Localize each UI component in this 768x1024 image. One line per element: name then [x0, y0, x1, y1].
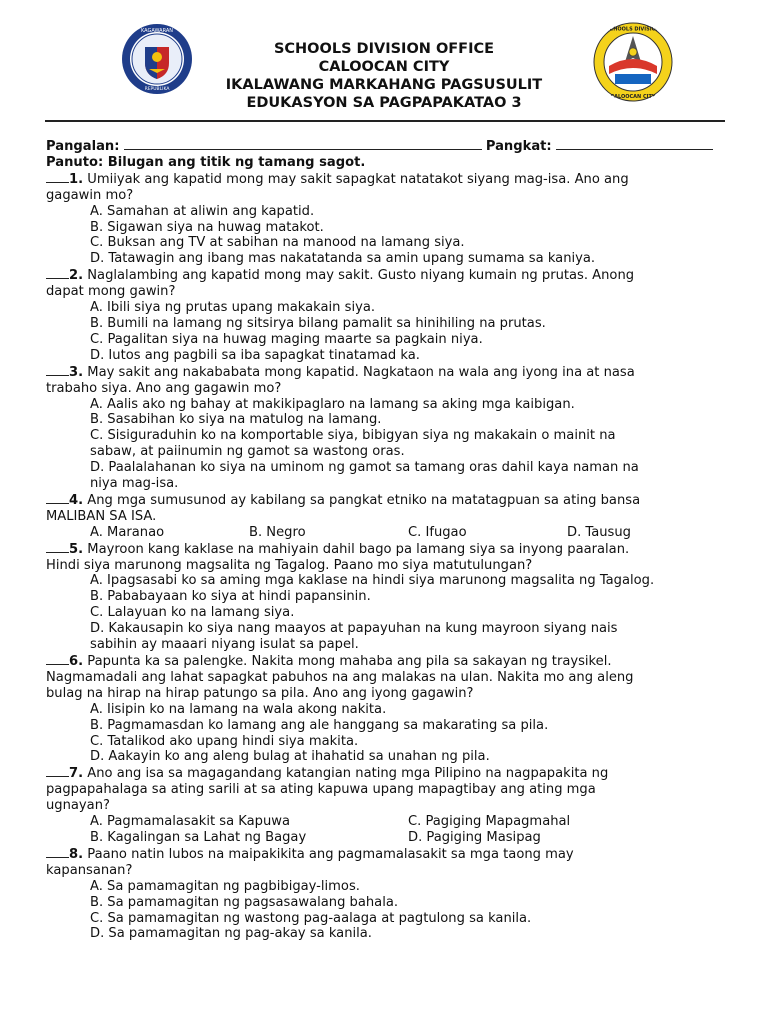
option-c: C. Ifugao — [408, 524, 467, 540]
option-a: A. Pagmamalasakit sa Kapuwa — [90, 814, 291, 830]
question-5 — [46, 541, 726, 653]
option-b: B. Kagalingan sa Lahat ng Bagay — [90, 829, 307, 845]
question-number: 7. — [69, 766, 84, 782]
student-info-row — [46, 138, 726, 155]
question-number: 4. — [69, 492, 84, 508]
option-c: C. Pagalitan siya na huwag maging maarte sa pagkain niya. — [90, 331, 483, 347]
option-a: A. Ibili siya ng prutas upang makakain siya. — [90, 300, 376, 316]
question-stem: Papunta ka sa palengke. Nakita mong mahaba ang pila sa sakayan ng traysikel. — [87, 654, 612, 669]
answer-blank[interactable] — [46, 846, 69, 858]
option-c: C. Buksan ang TV at sabihan na manood na lamang siya. — [90, 235, 465, 251]
exam-body — [46, 138, 726, 942]
question-stem: Naglalambing ang kapatid mong may sakit. Gusto niyang kumain ng prutas. Anong — [87, 268, 635, 284]
option-b: B. Pagmamasdan ko lamang ang ale hanggang sa makarating sa pila. — [90, 717, 549, 733]
option-c: C. Lalayuan ko na lamang siya. — [90, 605, 295, 621]
question-stem-cont: gagawin mo? — [46, 187, 134, 203]
option-c-cont: sabaw, at paiinumin ng gamot sa wastong oras. — [90, 444, 405, 460]
option-d-cont: niya mag-isa. — [90, 476, 179, 492]
answer-blank[interactable] — [46, 541, 69, 553]
question-number: 1. — [69, 171, 84, 187]
option-b: B. Pababayaan ko siya at hindi papansinin. — [90, 589, 371, 605]
svg-text:SCHOOLS DIVISION: SCHOOLS DIVISION — [605, 26, 661, 33]
answer-blank[interactable] — [46, 492, 69, 504]
question-8 — [46, 846, 726, 942]
question-4 — [46, 492, 726, 541]
directions: Panuto: Bilugan ang titik ng tamang sagot. — [46, 154, 366, 170]
answer-blank[interactable] — [46, 765, 69, 777]
question-7 — [46, 765, 726, 846]
answer-blank[interactable] — [46, 364, 69, 376]
option-d: D. Paalalahanan ko siya na uminom ng gamot sa tamang oras dahil kaya naman na — [90, 460, 639, 476]
question-number: 2. — [69, 268, 84, 284]
svg-text:REPUBLIKA: REPUBLIKA — [144, 87, 170, 92]
option-b: B. Bumili na lamang ng sitsirya bilang pamalit sa hinihiling na prutas. — [90, 315, 546, 331]
option-d: D. Iutos ang pagbili sa iba sapagkat tinatamad ka. — [90, 347, 420, 363]
section-label: Pangkat: — [485, 139, 552, 154]
option-b: B. Negro — [249, 524, 306, 540]
answer-blank[interactable] — [46, 653, 69, 665]
option-d: D. Tausug — [567, 524, 631, 540]
option-b: B. Sigawan siya na huwag matakot. — [90, 219, 324, 235]
answer-blank[interactable] — [46, 171, 69, 183]
option-d-cont: sabihin ay maaari niyang isulat sa papel. — [90, 637, 359, 653]
options-row — [46, 814, 726, 830]
question-3 — [46, 364, 726, 492]
name-label: Pangalan: — [46, 139, 120, 154]
question-stem-cont: Nagmamadali ang lahat sapagkat pabuhos na ang malakas na ulan. Nakita mo ang aleng — [46, 669, 634, 685]
question-number: 8. — [69, 846, 84, 862]
option-d: D. Pagiging Masipag — [408, 829, 541, 845]
header-office: SCHOOLS DIVISION OFFICE — [273, 41, 495, 57]
option-b: B. Sasabihan ko siya na matulog na lamang. — [90, 412, 382, 428]
question-stem-cont: kapansanan? — [46, 862, 133, 878]
question-stem-cont: dapat mong gawin? — [46, 284, 176, 300]
question-stem: Paano natin lubos na maipakikita ang pagmamalasakit sa mga taong may — [87, 846, 574, 862]
question-stem-cont: ugnayan? — [46, 798, 110, 814]
option-d: D. Kakausapin ko siya nang maayos at papayuhan na kung mayroon siyang nais — [90, 621, 618, 637]
option-c: C. Sisiguraduhin ko na komportable siya, bibigyan siya ng makakain o mainit na — [90, 428, 616, 444]
header-exam: IKALAWANG MARKAHANG PAGSUSULIT — [225, 77, 543, 93]
option-b: B. Sa pamamagitan ng pagsasawalang bahala. — [90, 894, 399, 910]
question-6 — [46, 653, 726, 765]
svg-text:CALOOCAN CITY: CALOOCAN CITY — [610, 94, 656, 100]
question-stem-cont: Hindi siya marunong magsalita ng Tagalog. Paano mo siya matutulungan? — [46, 557, 533, 573]
question-stem-cont: bulag na hirap na hirap patungo sa pila. Ano ang iyong gagawin? — [46, 685, 474, 701]
option-c: C. Pagiging Mapagmahal — [408, 814, 571, 830]
question-2 — [46, 267, 726, 363]
question-stem-cont: pagpapahalaga sa ating sarili at sa ating kapuwa upang mapagtibay ang ating mga — [46, 782, 596, 798]
option-d: D. Tatawagin ang ibang mas nakatatanda sa amin upang sumama sa kaniya. — [90, 251, 596, 267]
option-a: A. Aalis ako ng bahay at makikipaglaro na lamang sa aking mga kaibigan. — [90, 396, 575, 412]
option-d: D. Sa pamamagitan ng pag-akay sa kanila. — [90, 926, 372, 942]
option-a: A. Ipagsasabi ko sa aming mga kaklase na hindi siya marunong magsalita ng Tagalog. — [90, 573, 655, 589]
option-c: C. Tatalikod ako upang hindi siya makita. — [90, 733, 359, 749]
answer-blank[interactable] — [46, 267, 69, 279]
header-city: CALOOCAN CITY — [318, 59, 450, 75]
question-stem: May sakit ang nakababata mong kapatid. Nagkataon na wala ang iyong ina at nasa — [87, 364, 635, 380]
question-stem-cont: MALIBAN SA ISA. — [46, 508, 157, 524]
options-row — [46, 830, 726, 846]
question-number: 6. — [69, 654, 84, 669]
option-a: A. Iisipin ko na lamang na wala akong nakita. — [90, 701, 387, 717]
option-a: A. Maranao — [90, 524, 165, 540]
document-header — [0, 40, 768, 112]
question-stem: Ang mga sumusunod ay kabilang sa pangkat etniko na matatagpuan sa ating bansa — [87, 492, 641, 508]
question-number: 3. — [69, 364, 84, 380]
option-d: D. Aakayin ko ang aleng bulag at ihahatid sa unahan ng pila. — [90, 749, 490, 765]
question-stem: Mayroon kang kaklase na mahiyain dahil bago pa lamang siya sa inyong paaralan. — [87, 541, 630, 557]
option-a: A. Samahan at aliwin ang kapatid. — [90, 203, 315, 219]
question-number: 5. — [69, 541, 84, 557]
options-row — [46, 525, 726, 541]
question-stem-cont: trabaho siya. Ano ang gagawin mo? — [46, 380, 282, 396]
question-stem: Ano ang isa sa magagandang katangian nating mga Pilipino na nagpapakita ng — [87, 766, 609, 782]
section-blank[interactable] — [556, 138, 713, 150]
question-stem: Umiiyak ang kapatid mong may sakit sapagkat natatakot siyang mag-isa. Ano ang — [87, 171, 629, 187]
name-blank[interactable] — [124, 138, 482, 150]
header-divider — [45, 120, 725, 122]
option-c: C. Sa pamamagitan ng wastong pag-aalaga at pagtulong sa kanila. — [90, 910, 532, 926]
option-a: A. Sa pamamagitan ng pagbibigay-limos. — [90, 878, 360, 894]
question-1 — [46, 171, 726, 267]
header-subject: EDUKASYON SA PAGPAPAKATAO 3 — [246, 95, 522, 111]
svg-text:KAGAWARAN: KAGAWARAN — [140, 28, 174, 34]
